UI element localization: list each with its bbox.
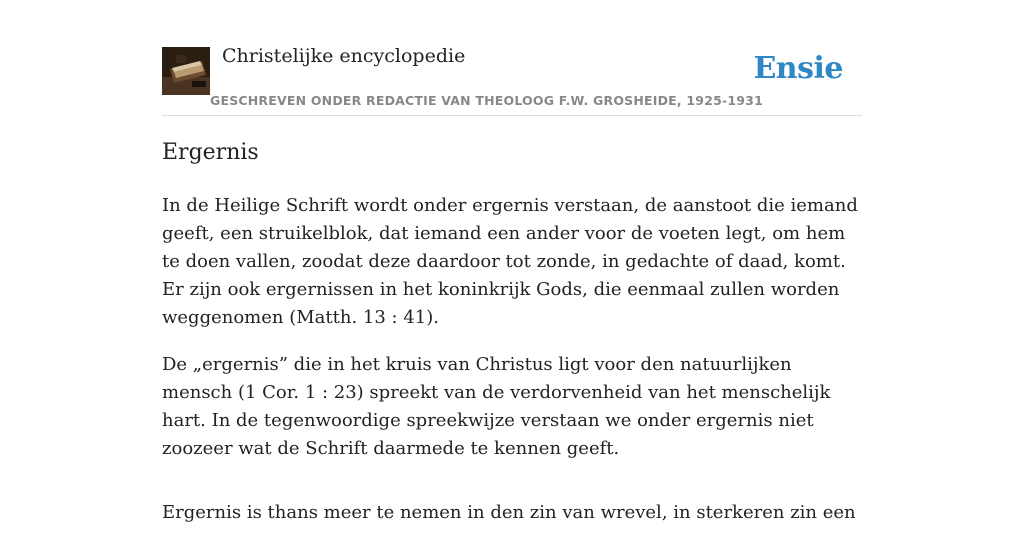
- article-body: [162, 192, 862, 546]
- site-header: [162, 0, 862, 116]
- article-paragraph: Ergernis is thans meer te nemen in den zin van wrevel, in sterkeren zin een: [162, 502, 856, 523]
- content-container: [162, 0, 862, 523]
- site-subtitle: GESCHREVEN ONDER REDACTIE VAN THEOLOOG F.W. GROSHEIDE, 1925-1931: [210, 93, 763, 108]
- ensie-logo[interactable]: Ensie: [753, 51, 843, 86]
- book-icon: [162, 47, 210, 95]
- site-avatar[interactable]: [162, 47, 210, 95]
- article-title: Ergernis: [162, 140, 259, 165]
- article-paragraph: In de Heilige Schrift wordt onder ergernis verstaan, de aanstoot die iemand geeft, een struikelblok, dat iemand een ander voor de voeten legt, om hem te doen vallen, zoodat deze daardoor tot zonde, in gedachte of daad, komt. Er zijn ook ergernissen in het koninkrijk Gods, die eenmaal zullen worden weggenomen (Matth. 13 : 41).: [162, 195, 858, 328]
- article-paragraph: De „ergernis” die in het kruis van Christus ligt voor den natuurlijken mensch (1 Cor. 1 : 23) spreekt van de verdorvenheid van het menschelijk hart. In de tegenwoordige spreekwijze verstaan we onder ergernis niet zoozeer wat de Schrift daarmede te kennen geeft.: [162, 354, 831, 459]
- site-title[interactable]: Christelijke encyclopedie: [222, 45, 466, 67]
